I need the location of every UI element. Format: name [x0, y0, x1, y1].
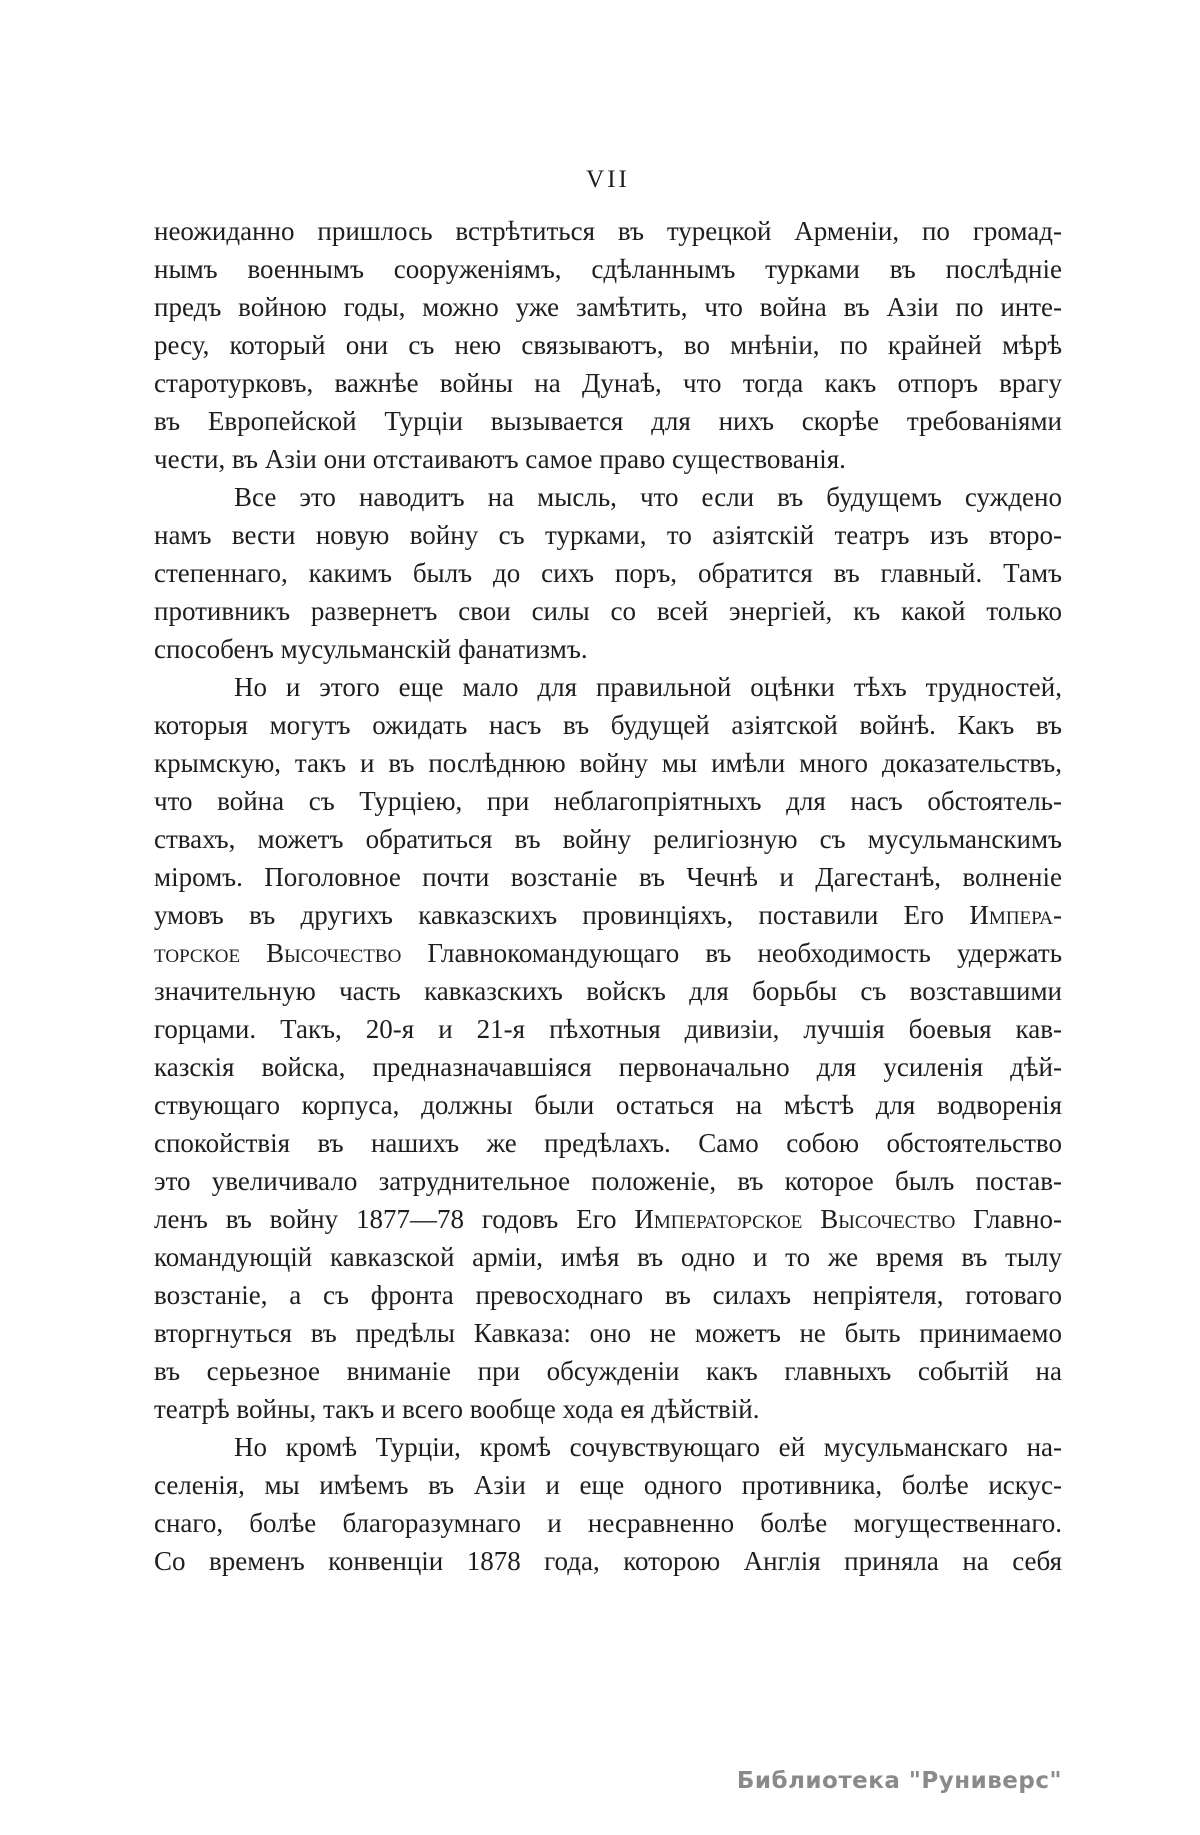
text-line: [154, 1200, 1062, 1238]
text-line: селенія, мы имѣемъ въ Азіи и еще одного противника, болѣе искус-: [154, 1470, 1062, 1500]
text-line: горцами. Такъ, 20-я и 21-я пѣхотныя дивизіи, лучшія боевыя кав-: [154, 1014, 1062, 1044]
smallcaps-text: торское: [154, 938, 241, 968]
text-segment: умовъ въ другихъ кавказскихъ провинціяхъ, поставили Его: [154, 900, 970, 930]
text-line: снаго, болѣе благоразумнаго и несравненно болѣе могущественнаго.: [154, 1508, 1062, 1538]
text-line: ресу, который они съ нею связываютъ, во мнѣніи, по крайней мѣрѣ: [154, 330, 1062, 360]
smallcaps-text: Импера-: [969, 900, 1062, 930]
smallcaps-text: Высочество: [820, 1204, 956, 1234]
text-line: казскія войска, предназначавшіяся первоначально для усиленія дѣй-: [154, 1052, 1062, 1082]
text-line: ствахъ, можетъ обратиться въ войну религіозную съ мусульманскимъ: [154, 824, 1062, 854]
text-line: неожиданно пришлось встрѣтиться въ турецкой Арменіи, по громад-: [154, 216, 1062, 246]
text-line: намъ вести новую войну съ турками, то азіятскій театръ изъ второ-: [154, 520, 1062, 550]
text-line: степеннаго, какимъ былъ до сихъ поръ, обратится въ главный. Тамъ: [154, 558, 1062, 588]
page-text: [154, 212, 1062, 1580]
text-line: это увеличивало затруднительное положеніе, въ которое былъ постав-: [154, 1166, 1062, 1196]
text-line: міромъ. Поголовное почти возстаніе въ Чечнѣ и Дагестанѣ, волненіе: [154, 862, 1062, 892]
paragraph: [154, 478, 1062, 668]
text-line: Все это наводитъ на мысль, что если въ будущемъ суждено: [234, 482, 1062, 512]
text-line: Но кромѣ Турціи, кромѣ сочувствующаго ей мусульманскаго на-: [234, 1432, 1062, 1462]
text-line: которыя могутъ ожидать насъ въ будущей азіятской войнѣ. Какъ въ: [154, 710, 1062, 740]
page-number: VII: [586, 166, 630, 193]
text-line: способенъ мусульманскій фанатизмъ.: [154, 634, 588, 664]
text-line: чести, въ Азіи они отстаиваютъ самое право существованія.: [154, 444, 846, 474]
text-line: Со временъ конвенціи 1878 года, которою Англія приняла на себя: [154, 1546, 1062, 1576]
paragraph: [154, 1428, 1062, 1580]
text-segment: Главно-: [955, 1204, 1062, 1234]
text-line: что война съ Турціею, при неблагопріятныхъ для насъ обстоятель-: [154, 786, 1062, 816]
text-segment: [802, 1204, 820, 1234]
text-line: предъ войною годы, можно уже замѣтить, что война въ Азіи по инте-: [154, 292, 1062, 322]
text-line: командующій кавказской арміи, имѣя въ одно и то же время въ тылу: [154, 1242, 1062, 1272]
text-line: противникъ развернетъ свои силы со всей энергіей, къ какой только: [154, 596, 1062, 626]
text-line: нымъ военнымъ сооруженіямъ, сдѣланнымъ турками въ послѣдніе: [154, 254, 1062, 284]
text-line: Но и этого еще мало для правильной оцѣнки тѣхъ трудностей,: [234, 672, 1062, 702]
text-segment: ленъ въ войну 1877—78 годовъ Его: [154, 1204, 635, 1234]
text-line: ствующаго корпуса, должны были остаться на мѣстѣ для водворенія: [154, 1090, 1062, 1120]
paragraph: [154, 668, 1062, 1428]
text-line: [154, 896, 1062, 934]
text-line: значительную часть кавказскихъ войскъ для борьбы съ возставшими: [154, 976, 1062, 1006]
text-line: вторгнуться въ предѣлы Кавказа: оно не можетъ не быть принимаемо: [154, 1318, 1062, 1348]
text-line: старотурковъ, важнѣе войны на Дунаѣ, что тогда какъ отпоръ врагу: [154, 368, 1062, 398]
text-line: въ серьезное вниманіе при обсужденіи какъ главныхъ событій на: [154, 1356, 1062, 1386]
text-line: [154, 934, 1062, 972]
text-line: театрѣ войны, такъ и всего вообще хода ея дѣйствій.: [154, 1394, 760, 1424]
text-segment: [240, 938, 266, 968]
text-line: возстаніе, а съ фронта превосходнаго въ силахъ непріятеля, готоваго: [154, 1280, 1062, 1310]
smallcaps-text: Высочество: [266, 938, 402, 968]
text-segment: Главнокомандующаго въ необходимость удержать: [401, 938, 1063, 968]
text-line: крымскую, такъ и въ послѣднюю войну мы имѣли много доказательствъ,: [154, 748, 1062, 778]
text-line: въ Европейской Турціи вызывается для нихъ скорѣе требованіями: [154, 406, 1062, 436]
library-watermark: Библиотека "Руниверс": [736, 1768, 1062, 1794]
text-line: спокойствія въ нашихъ же предѣлахъ. Само собою обстоятельство: [154, 1128, 1062, 1158]
smallcaps-text: Императорское: [634, 1204, 803, 1234]
paragraph: [154, 212, 1062, 478]
